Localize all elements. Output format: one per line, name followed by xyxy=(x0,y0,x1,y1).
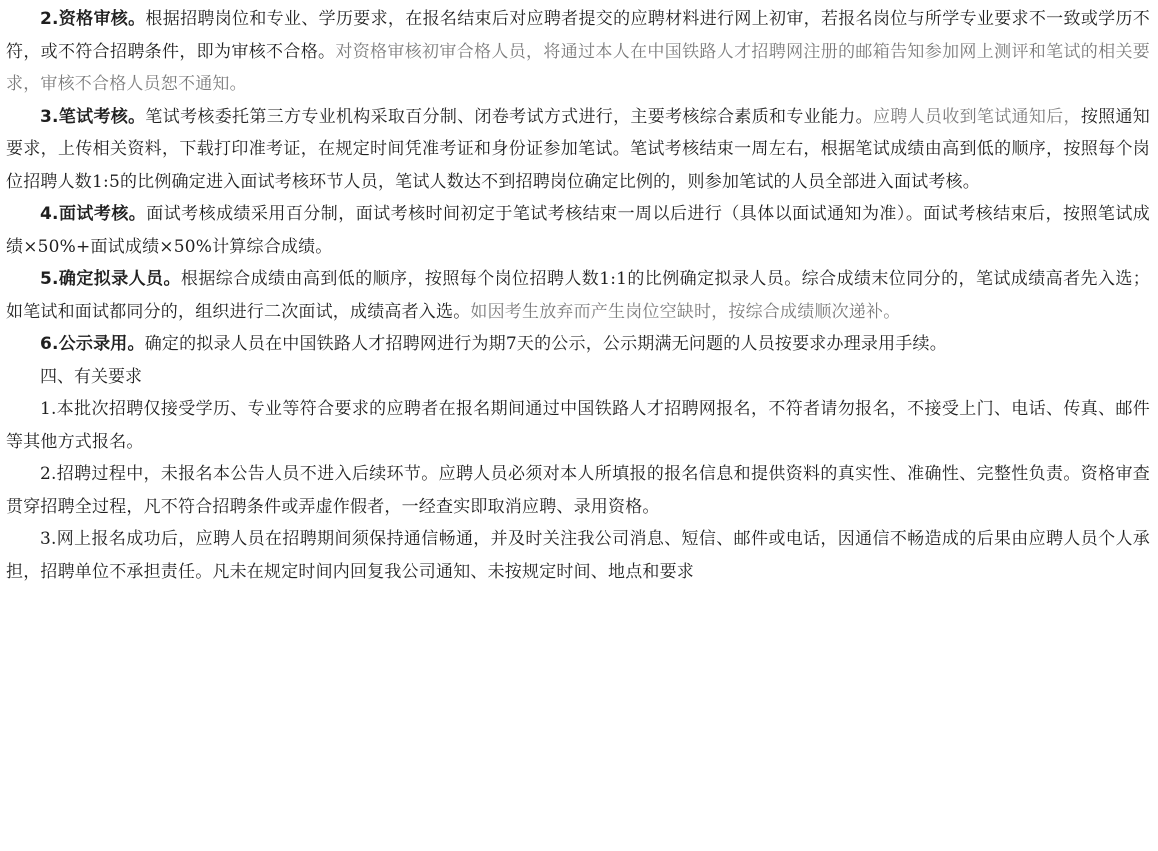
step-note: 应聘人员收到笔试通知后， xyxy=(872,106,1081,127)
step-heading: 2.资格审核。 xyxy=(40,9,146,29)
step-note: 对资格审核初审合格人员，将通过本人在中国铁路人才招聘网注册的邮箱告知参加网上测评和笔试的相关要求，审核不合格人员恕不通知。 xyxy=(6,41,1150,94)
step-note: 如因考生放弃而产生岗位空缺时，按综合成绩顺次递补。 xyxy=(470,301,901,322)
step-body-tail: 按照通知要求，上传相关资料，下载打印准考证，在规定时间凭准考证和身份证参加笔试。笔试考核结束一周左右，根据笔试成绩由高到低的顺序，按照每个岗位招聘人数1:5的比例确定进入面试考核环节人员，笔试人数达不到招聘岗位确定比例的，则参加笔试的人员全部进入面试考核。 xyxy=(6,106,1150,192)
step-body: 确定的拟录人员在中国铁路人才招聘网进行为期7天的公示，公示期满无问题的人员按要求办理录用手续。 xyxy=(144,334,947,354)
step-interview xyxy=(6,198,1150,263)
section-title: 四、有关要求 xyxy=(40,366,142,387)
step-body: 笔试考核委托第三方专业机构采取百分制、闭卷考试方式进行，主要考核综合素质和专业能力。 xyxy=(145,106,873,127)
requirement-item: 2.招聘过程中，未报名本公告人员不进入后续环节。应聘人员必须对本人所填报的报名信息和提供资料的真实性、准确性、完整性负责。资格审查贯穿招聘全过程，凡不符合招聘条件或弄虚作假者，一经查实即取消应聘、录用资格。 xyxy=(6,464,1150,517)
step-body: 面试考核成绩采用百分制，面试考核时间初定于笔试考核结束一周以后进行（具体以面试通知为准）。面试考核结束后，按照笔试成绩×50%+面试成绩×50%计算综合成绩。 xyxy=(6,204,1150,257)
requirement-item: 3.网上报名成功后，应聘人员在招聘期间须保持通信畅通，并及时关注我公司消息、短信、邮件或电话，因通信不畅造成的后果由应聘人员个人承担，招聘单位不承担责任。凡未在规定时间内回复我公司通知、未按规定时间、地点和要求 xyxy=(6,529,1150,582)
step-confirm-candidates xyxy=(6,263,1150,328)
step-heading: 5.确定拟录人员。 xyxy=(40,269,181,289)
step-heading: 3.笔试考核。 xyxy=(40,106,146,127)
step-qualification-review xyxy=(6,3,1150,101)
step-heading: 6.公示录用。 xyxy=(40,334,145,354)
step-body: 根据综合成绩由高到低的顺序，按照每个岗位招聘人数1:1的比例确定拟录人员。综合成绩末位同分的，笔试成绩高者先入选；如笔试和面试都同分的，组织进行二次面试，成绩高者入选。 xyxy=(6,269,1150,322)
document-body xyxy=(0,3,1150,588)
step-publicity xyxy=(6,328,1150,361)
step-body: 根据招聘岗位和专业、学历要求，在报名结束后对应聘者提交的应聘材料进行网上初审，若报名岗位与所学专业要求不一致或学历不符，或不符合招聘条件，即为审核不合格。 xyxy=(6,9,1150,62)
step-written-exam xyxy=(6,101,1150,199)
step-heading: 4.面试考核。 xyxy=(40,204,147,224)
requirement-item: 1.本批次招聘仅接受学历、专业等符合要求的应聘者在报名期间通过中国铁路人才招聘网报名，不符者请勿报名，不接受上门、电话、传真、邮件等其他方式报名。 xyxy=(6,399,1150,452)
